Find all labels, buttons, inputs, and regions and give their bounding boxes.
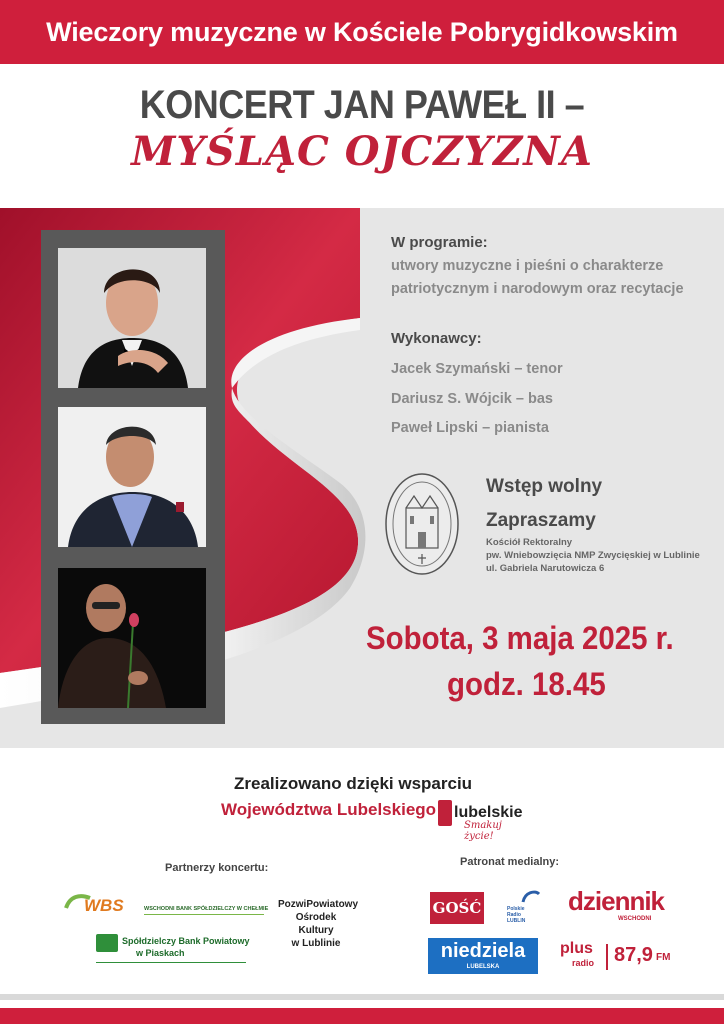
radio-line-2: Radio — [507, 912, 521, 918]
radio-line-3: LUBLIN — [507, 918, 526, 924]
photo-tenor — [58, 248, 206, 388]
program-line-2: patriotycznym i narodowym oraz recytacje — [391, 281, 684, 297]
pok-line-1: Powiatowy — [306, 899, 359, 910]
fm-label: FM — [656, 952, 671, 963]
radio-line-1: Polskie — [507, 906, 525, 912]
performers-heading: Wykonawcy: — [391, 330, 482, 347]
bottom-divider — [0, 994, 724, 1000]
invitation: Zapraszamy — [486, 510, 596, 531]
gosc-text: GOŚĆ — [432, 899, 482, 917]
performer-item: Jacek Szymański – tenor — [391, 361, 563, 377]
pok-logo-text — [278, 898, 359, 950]
partners-heading: Partnerzy koncertu: — [165, 862, 269, 874]
niedziela-sub: LUBELSKA — [466, 964, 500, 970]
spb-logo — [96, 932, 250, 972]
address-street: ul. Gabriela Narutowicza 6 — [486, 563, 605, 574]
wbs-text: WBS — [84, 896, 124, 915]
support-sponsor: Województwa Lubelskiego — [221, 800, 437, 819]
media-heading: Patronat medialny: — [460, 856, 560, 868]
plus-sub: radio — [572, 958, 595, 968]
pok-line-2: Ośrodek Kultury — [295, 912, 337, 936]
pok-prefix: Pozwi — [278, 899, 307, 910]
address-church: Kościół Rektoralny — [486, 537, 573, 548]
performer-item: Dariusz S. Wójcik – bas — [391, 391, 553, 407]
series-banner — [0, 0, 724, 64]
dziennik-text: dziennik — [568, 886, 665, 916]
spb-name: Spółdzielczy Bank Powiatowy — [122, 936, 250, 946]
performer-item: Paweł Lipski – pianista — [391, 420, 549, 436]
program-line-1: utwory muzyczne i pieśni o charakterze — [391, 258, 664, 274]
radio-lublin-logo — [507, 888, 541, 928]
bottom-banner — [0, 1008, 724, 1024]
niedziela-logo — [428, 938, 538, 974]
address-dedication: pw. Wniebowzięcia NMP Zwycięskiej w Lublinie — [486, 550, 700, 561]
entry-free: Wstęp wolny — [486, 476, 603, 497]
wbs-full-name: WSCHODNI BANK SPÓŁDZIELCZY W CHEŁMIE — [144, 906, 269, 912]
performers-photo-strip — [41, 230, 225, 724]
pok-line-3: w Lublinie — [291, 938, 341, 949]
concert-title: KONCERT JAN PAWEŁ II – — [139, 81, 585, 127]
lubelskie-logo — [438, 798, 530, 842]
lubelskie-tagline: Smakuj życie! — [464, 820, 502, 842]
dziennik-sub: WSCHODNI — [618, 916, 652, 922]
frequency: 87,9 — [614, 944, 653, 966]
lubelskie-text: lubelskie — [454, 804, 523, 821]
niedziela-text: niedziela — [440, 940, 526, 962]
wbs-logo — [64, 892, 269, 922]
plus-radio-logo — [560, 940, 680, 974]
concert-subtitle: MYŚLĄC OJCZYZNA — [131, 128, 593, 175]
event-date: Sobota, 3 maja 2025 r. — [366, 620, 674, 656]
spb-place: w Piaskach — [136, 948, 185, 958]
church-seal-icon — [384, 472, 460, 576]
gosc-logo — [430, 892, 484, 924]
photo-bass — [58, 407, 206, 547]
event-time: godz. 18.45 — [447, 666, 606, 702]
support-line: Zrealizowano dzięki wsparciu — [234, 774, 473, 793]
plus-text: plus — [560, 940, 593, 957]
program-heading: W programie: — [391, 234, 488, 251]
photo-pianist — [58, 568, 206, 708]
dziennik-logo — [568, 886, 676, 926]
series-title: Wieczory muzyczne w Kościele Pobrygidkowskim — [46, 16, 678, 47]
